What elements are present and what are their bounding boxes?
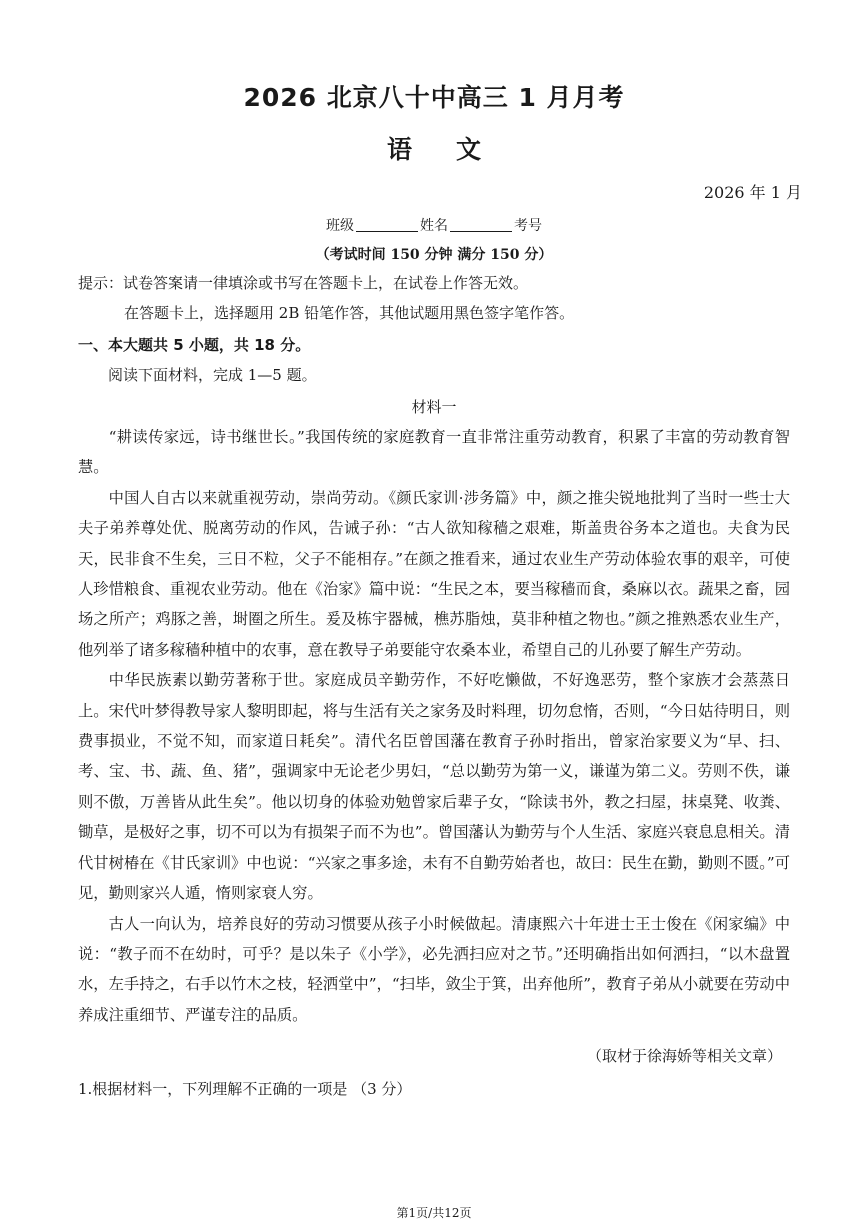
section-heading: 一、本大题共 5 小题，共 18 分。	[78, 336, 311, 354]
material-paragraph: 中华民族素以勤劳著称于世。家庭成员辛勤劳作，不好吃懒做，不好逸恶劳，整个家族才会蒸蒸日上。宋代叶梦得教导家人黎明即起，将与生活有关之家务及时料理，切勿怠惰，否则，“今日姑待明日，则费事损业，不觉不知，而家道日耗矣”。清代名臣曾国藩在教育子孙时指出，曾家治家要义为“早、扫、考、宝、书、蔬、鱼、猪”，强调家中无论老少男妇，“总以勤劳为第一义，谦谨为第二义。劳则不佚，谦则不傲，万善皆从此生矣”。他以切身的体验劝勉曾家后辈子女，“除读书外，教之扫屋，抹桌凳、收粪、锄草，是极好之事，切不可以为有损架子而不为也”。曾国藩认为勤劳与个人生活、家庭兴衰息息相关。清代甘树椿在《甘氏家训》中也说：“兴家之事多途，未有不自勤劳始者也，故曰：民生在勤，勤则不匮。”可见，勤则家兴人遁，惰则家衰人穷。	[78, 671, 790, 903]
candidate-info	[0, 215, 868, 235]
subject-title: 语文	[386, 135, 525, 164]
material-body	[78, 422, 790, 1030]
name-label: 姓名	[420, 218, 448, 234]
tip-line-2: 在答题卡上，选择题用 2B 铅笔作答，其他试题用黑色签字笔作答。	[124, 304, 575, 322]
number-label: 考号	[514, 218, 542, 234]
material-source: （取材于徐海娇等相关文章）	[586, 1047, 782, 1065]
exam-title: 2026 北京八十中高三 1 月月考	[243, 83, 625, 112]
material-paragraph: 中国人自古以来就重视劳动，崇尚劳动。《颜氏家训·涉务篇》中，颜之推尖锐地批判了当时一些士大夫子弟养尊处优、脱离劳动的作风，告诫子孙：“古人欲知稼穑之艰难，斯盖贵谷务本之道也。夫食为民天，民非食不生矣，三日不粒，父子不能相存。”在颜之推看来，通过农业生产劳动体验农事的艰辛，可使人珍惜粮食、重视农业劳动。他在《治家》篇中说：“生民之本，要当稼穑而食，桑麻以衣。蔬果之畜，园场之所产；鸡豚之善，埘圈之所生。爰及栋宇器械，樵苏脂烛，莫非种植之物也。”颜之推熟悉农业生产，他列举了诸多稼穑种植中的农事，意在教导子弟要能守农桑本业，希望自己的儿孙要了解生产劳动。	[78, 488, 790, 659]
material-paragraph: “耕读传家远，诗书继世长。”我国传统的家庭教育一直非常注重劳动教育，积累了丰富的劳动教育智慧。	[78, 428, 790, 477]
tip-line-1: 提示：试卷答案请一律填涂或书写在答题卡上，在试卷上作答无效。	[78, 274, 529, 292]
name-blank	[450, 218, 512, 232]
question-1: 1.根据材料一，下列理解不正确的一项是 （3 分）	[78, 1080, 412, 1098]
time-info: （考试时间 150 分钟 满分 150 分）	[315, 247, 553, 263]
class-blank	[356, 218, 418, 232]
page-footer: 第1页/共12页	[396, 1206, 472, 1220]
material-paragraph: 古人一向认为，培养良好的劳动习惯要从孩子小时候做起。清康熙六十年进士王士俊在《闲家编》中说：“教子而不在幼时，可乎？是以朱子《小学》，必先洒扫应对之节。”还明确指出如何洒扫，“以木盘置水，左手持之，右手以竹木之枝，轻洒堂中”，“扫毕，敛尘于箕，出弃他所”，教育子弟从小就要在劳动中养成注重细节、严谨专注的品质。	[78, 914, 790, 1024]
class-label: 班级	[326, 218, 354, 234]
section-instruction: 阅读下面材料，完成 1—5 题。	[108, 366, 317, 384]
material-title: 材料一	[411, 398, 457, 416]
exam-date: 2026 年 1 月	[703, 183, 802, 202]
